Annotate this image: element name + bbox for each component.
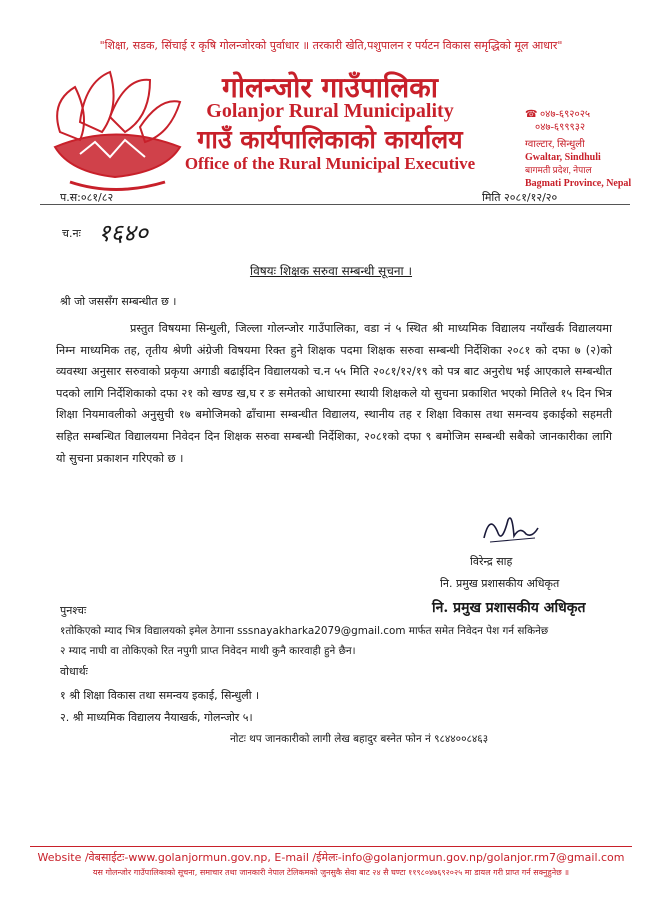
municipality-name-en: Golanjor Rural Municipality xyxy=(206,100,454,122)
postscript-line-1: १तोकिएको म्याद भित्र विद्यालयको इमेल ठेगाना sssnayakharka2079@gmail.com मार्फत समेत निवेदन पेश गर्न सकिनेछ xyxy=(60,625,549,637)
phone-1: ☎ ०४७-६९२०२५ xyxy=(525,109,591,120)
address-np: ग्वाल्टार, सिन्धुली xyxy=(525,139,585,150)
province-en: Bagmati Province, Nepal xyxy=(525,178,632,189)
letter-subject: विषयः शिक्षक सरुवा सम्बन्धी सूचना । xyxy=(249,264,413,278)
phone-2: ०४७-६९९९३२ xyxy=(535,122,586,133)
footer-contact: Website /वेबसाईटः-www.golanjormun.gov.np, E-mail /ईमेलः-info@golanjormun.gov.np/golanjor.rm7@gmail.com xyxy=(37,851,625,864)
designation-stamp: नि. प्रमुख प्रशासकीय अधिकृत xyxy=(432,600,586,616)
footer-divider xyxy=(30,846,632,847)
footer-telecom-note: यस गोलन्जोर गाउँपालिकाको सूचना, समाचार तथा जानकारी नेपाल टेलिकमको जुनसुकै सेवा बाट २४ सै घण्टा ११९८०४७६९२०२५ मा डायल गरी प्राप्त गर्न सक्नुहुनेछ ॥ xyxy=(92,868,570,877)
postscript-line-2: २ म्याद नाघी वा तोकिएको रित नपुगी प्राप्त निवेदन माथी कुनै कारवाही हुने छैन। xyxy=(60,645,356,657)
cc-item-2: २. श्री माध्यमिक विद्यालय नैयाखर्क, गोलन्जोर ५। xyxy=(60,711,253,724)
dispatch-label: च.नः xyxy=(62,227,81,240)
signature-icon xyxy=(480,508,540,548)
letter-body: प्रस्तुत विषयमा सिन्धुली, जिल्ला गोलन्जोर गाउँपालिका, वडा नं ५ स्थित श्री माध्यमिक विद्यालय नयाँखर्क विद्यालयमा निम्न माध्यमिक तह, तृतीय श्रेणी अंग्रेजी विषयमा रिक्त हुने शिक्षक पदमा शिक्षक सरुवा सम्बन्धी निर्देशिका २०८१ को दफा ७ (२)को व्यवस्था अनुसार सरुवाको प्रकृया अगाडी बढाईदिन विद्यालयको च.न ५५ मिति २०८१/१२/१९ को पत्र बाट अनुरोध भई आएकाले सम्बन्धीत पदको लागि निर्देशिकाको दफा २१ को खण्ड ख,घ र ङ समेतको आधारमा स्थायी शिक्षकले यो सुचना प्रकाशित भएको मितिले १५ दिन भित्र शिक्षा नियमावलीको अनुसुची १७ बमोजिमको ढाँचामा सम्बन्धीत विद्यालय, स्थानीय तह र शिक्षा विकास तथा समन्वय इकाईको सहमती सहित सम्बन्धित विद्यालयमा निवेदन दिन शिक्षक सरुवा सम्बन्धी निर्देशिका, २०८१को दफा ९ बमोजिम सम्बन्धी सबैको जानकारीका लागि यो सुचना प्रकाशन गरिएको छ । xyxy=(56,322,612,465)
signatory-name: विरेन्द्र साह xyxy=(470,555,513,568)
municipality-name-np: गोलन्जोर गाउँपालिका xyxy=(221,71,439,104)
cc-label: वोधार्थः xyxy=(60,665,88,678)
signatory-designation: नि. प्रमुख प्रशासकीय अधिकृत xyxy=(440,577,560,590)
contact-block xyxy=(525,108,657,190)
reference-number: प.स:०८१/८२ xyxy=(60,191,114,204)
telephone-icon: ☎ xyxy=(525,109,538,120)
office-name-en: Office of the Rural Municipal Executive xyxy=(184,154,476,173)
header-tagline: "शिक्षा, सडक, सिंचाई र कृषि गोलन्जोरको पुर्वाधार ॥ तरकारी खेति,पशुपालन र पर्यटन विकास समृद्धिको मूल आधार" xyxy=(99,39,563,52)
header-divider xyxy=(40,204,630,205)
province-np: बागमती प्रदेश, नेपाल xyxy=(525,165,592,175)
letter-addressee: श्री जो जससँग सम्बन्धीत छ । xyxy=(60,295,177,308)
office-name-np: गाउँ कार्यपालिकाको कार्यालय xyxy=(197,125,463,154)
letter-date: मिति २०८१/१२/२० xyxy=(482,191,558,204)
address-en: Gwaltar, Sindhuli xyxy=(525,152,601,163)
postscript-label: पुनश्चः xyxy=(60,604,87,617)
cc-item-1: १ श्री शिक्षा विकास तथा समन्वय इकाई, सिन्धुली । xyxy=(60,689,260,702)
dispatch-number: १६४० xyxy=(98,219,148,247)
contact-note: नोटः थप जानकारीको लागी लेख बहादुर बस्नेत फोन नं ९८४४००८४६३ xyxy=(230,733,489,745)
